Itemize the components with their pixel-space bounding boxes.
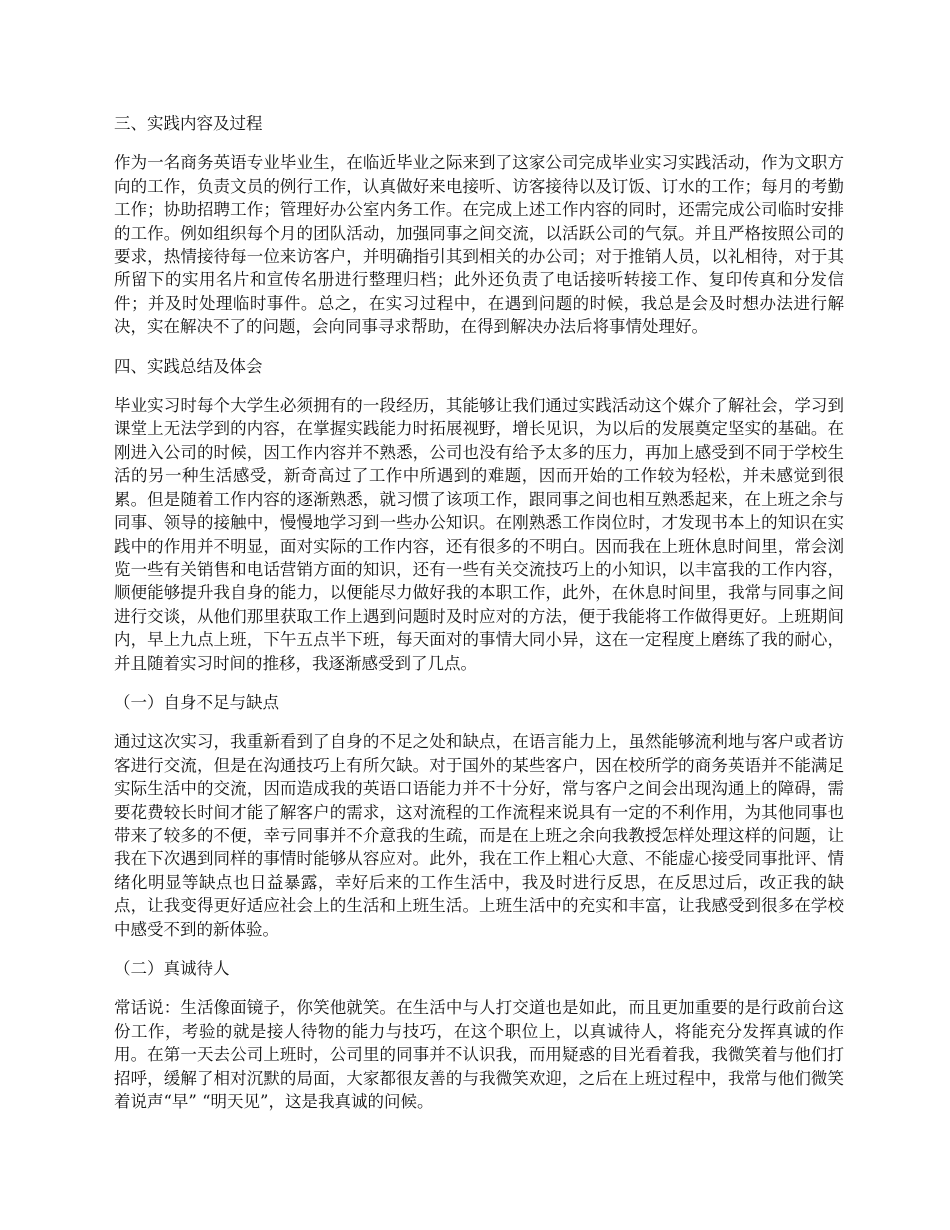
- section-4-paragraph: 毕业实习时每个大学生必须拥有的一段经历，其能够让我们通过实践活动这个媒介了解社会，学习到课堂上无法学到的内容，在掌握实践能力时拓展视野，增长见识，为以后的发展奠定坚实的基础。在刚进入公司的时候，因工作内容并不熟悉，公司也没有给予太多的压力，再加上感受到不同于学校生活的另一种生活感受，新奇高过了工作中所遇到的难题，因而开始的工作较为轻松，并未感觉到很累。但是随着工作内容的逐渐熟悉，就习惯了该项工作，跟同事之间也相互熟悉起来，在上班之余与同事、领导的接触中，慢慢地学习到一些办公知识。在刚熟悉工作岗位时，才发现书本上的知识在实践中的作用并不明显，面对实际的工作内容，还有很多的不明白。因而我在上班休息时间里，常会浏览一些有关销售和电话营销方面的知识，还有一些有关交流技巧上的小知识，以丰富我的工作内容，顺便能够提升我自身的能力，以便能尽力做好我的本职工作，此外，在休息时间里，我常与同事之间进行交谈，从他们那里获取工作上遇到问题时及时应对的方法，便于我能将工作做得更好。上班期间内，早上九点上班，下午五点半下班，每天面对的事情大同小异，这在一定程度上磨练了我的耐心，并且随着实习时间的推移，我逐渐感受到了几点。: [114, 396, 844, 673]
- subsection-1-heading: （一）自身不足与缺点: [114, 692, 279, 712]
- subsection-2-heading: （二）真诚待人: [114, 959, 230, 978]
- section-4-heading: 四、实践总结及体会: [114, 356, 263, 376]
- section-3-paragraph: 作为一名商务英语专业毕业生，在临近毕业之际来到了这家公司完成毕业实习实践活动，作为文职方向的工作，负责文员的例行工作，认真做好来电接听、访客接待以及订饭、订水的工作；每月的考勤工作；协助招聘工作；管理好办公室内务工作。在完成上述工作内容的同时，还需完成公司临时安排的工作。例如组织每个月的团队活动，加强同事之间交流，以活跃公司的气氛。并且严格按照公司的要求，热情接待每一位来访客户，并明确指引其到相关的办公司；对于推销人员，以礼相待，对于其所留下的实用名片和宣传名册进行整理归档；此外还负责了电话接听转接工作、复印传真和分发信件；并及时处理临时事件。总之，在实习过程中，在遇到问题的时候，我总是会及时想办法进行解决，实在解决不了的问题，会向同事寻求帮助，在得到解决办法后将事情处理好。: [114, 153, 844, 337]
- document-body: [114, 112, 844, 1129]
- section-3-heading: 三、实践内容及过程: [114, 114, 263, 133]
- subsection-1-paragraph: 通过这次实习，我重新看到了自身的不足之处和缺点，在语言能力上，虽然能够流利地与客户或者访客进行交流，但是在沟通技巧上有所欠缺。对于国外的某些客户，因在校所学的商务英语并不能满足实际生活中的交流，因而造成我的英语口语能力并不十分好，常与客户之间会出现沟通上的障碍，需要花费较长时间才能了解客户的需求，这对流程的工作流程来说具有一定的不利作用，为其他同事也带来了较多的不便，幸亏同事并不介意我的生疏，而是在上班之余向我教授怎样处理这样的问题，让我在下次遇到同样的事情时能够从容应对。此外，我在工作上粗心大意、不能虚心接受同事批评、情绪化明显等缺点也日益暴露，幸好后来的工作生活中，我及时进行反思，在反思过后，改正我的缺点，让我变得更好适应社会上的生活和上班生活。上班生活中的充实和丰富，让我感受到很多在学校中感受不到的新体验。: [114, 732, 844, 939]
- subsection-2-paragraph: 常话说：生活像面镜子，你笑他就笑。在生活中与人打交道也是如此，而且更加重要的是行政前台这份工作，考验的就是接人待物的能力与技巧，在这个职位上，以真诚待人，将能充分发挥真诚的作用。在第一天去公司上班时，公司里的同事并不认识我，而用疑惑的目光看着我，我微笑着与他们打招呼，缓解了相对沉默的局面，大家都很友善的与我微笑欢迎，之后在上班过程中，我常与他们微笑着说声“早” “明天见”，这是我真诚的问候。: [114, 998, 844, 1112]
